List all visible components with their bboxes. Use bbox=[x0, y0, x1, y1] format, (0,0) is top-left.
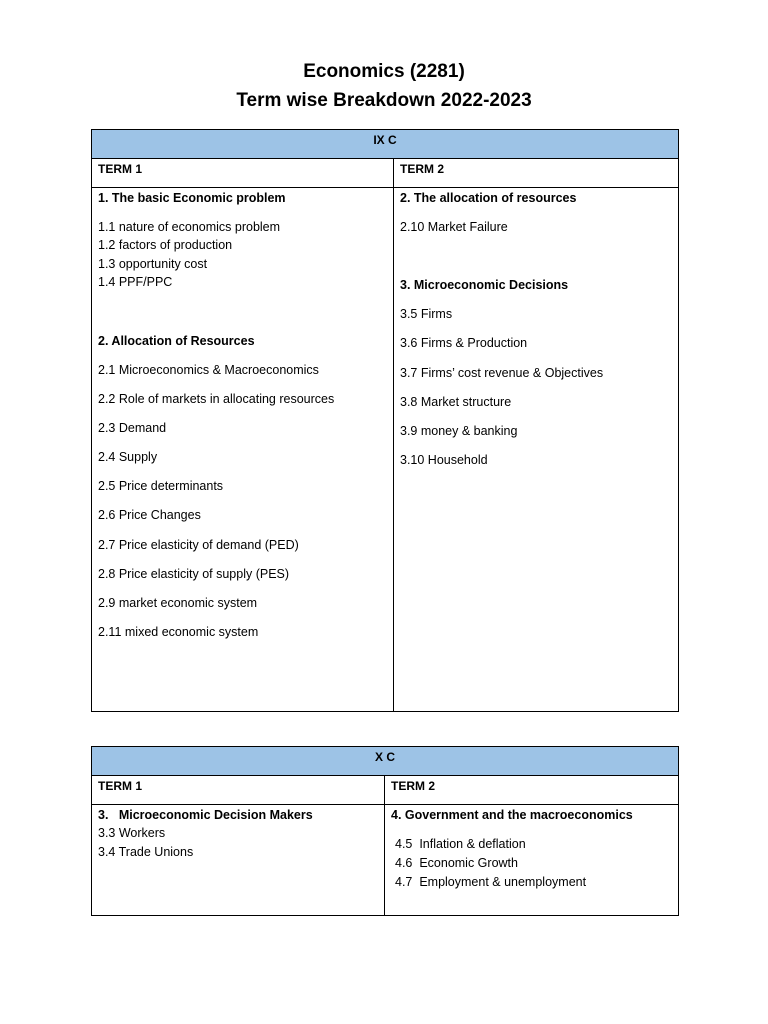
topic-heading: 2. Allocation of Resources bbox=[98, 334, 255, 348]
term2-content bbox=[394, 188, 679, 712]
term1-label: TERM 1 bbox=[98, 162, 143, 176]
ix-c-table bbox=[91, 129, 679, 712]
list-item: 2.9 market economic system bbox=[98, 596, 258, 610]
list-item: 2.1 Microeconomics & Macroeconomics bbox=[98, 363, 319, 377]
term1-content bbox=[92, 805, 385, 916]
list-item: 2.2 Role of markets in allocating resources bbox=[98, 392, 335, 406]
topic-heading: 3. Microeconomic Decision Makers bbox=[98, 808, 313, 822]
list-item: 1.1 nature of economics problem bbox=[98, 220, 281, 234]
list-item: 3.5 Firms bbox=[400, 307, 453, 321]
list-item: 2.3 Demand bbox=[98, 421, 167, 435]
topic-heading: 3. Microeconomic Decisions bbox=[400, 278, 569, 292]
class-header bbox=[92, 130, 679, 159]
list-item: 3.6 Firms & Production bbox=[400, 336, 528, 350]
list-item: 3.8 Market structure bbox=[400, 395, 512, 409]
list-item: 2.6 Price Changes bbox=[98, 508, 201, 522]
topic-heading: 4. Government and the macroeconomics bbox=[391, 808, 633, 822]
list-item: 3.10 Household bbox=[400, 453, 488, 467]
term2-header bbox=[394, 159, 679, 188]
list-item: 2.5 Price determinants bbox=[98, 479, 224, 493]
term2-label: TERM 2 bbox=[391, 779, 436, 793]
list-item: 3.3 Workers bbox=[98, 826, 166, 840]
list-item: 2.8 Price elasticity of supply (PES) bbox=[98, 567, 290, 581]
list-item: 1.4 PPF/PPC bbox=[98, 275, 173, 289]
list-item: 1.3 opportunity cost bbox=[98, 257, 208, 271]
x-c-table bbox=[91, 746, 679, 916]
list-item: 3.9 money & banking bbox=[400, 424, 518, 438]
list-item: 2.7 Price elasticity of demand (PED) bbox=[98, 538, 299, 552]
term1-label: TERM 1 bbox=[98, 779, 143, 793]
term1-header bbox=[92, 159, 394, 188]
topic-heading: 1. The basic Economic problem bbox=[98, 191, 286, 205]
list-item: 2.11 mixed economic system bbox=[98, 625, 259, 639]
class-label: X C bbox=[375, 750, 396, 764]
topic-heading: 2. The allocation of resources bbox=[400, 191, 577, 205]
list-item: 4.6 Economic Growth bbox=[395, 856, 518, 870]
class-header bbox=[92, 747, 679, 776]
list-item: 4.7 Employment & unemployment bbox=[395, 875, 587, 889]
list-item: 1.2 factors of production bbox=[98, 238, 233, 252]
term1-header bbox=[92, 776, 385, 805]
document-subtitle: Term wise Breakdown 2022-2023 bbox=[236, 90, 532, 111]
list-item: 4.5 Inflation & deflation bbox=[395, 837, 526, 851]
term2-content bbox=[385, 805, 679, 916]
list-item: 3.4 Trade Unions bbox=[98, 845, 194, 859]
document-title: Economics (2281) bbox=[303, 61, 465, 82]
term1-content bbox=[92, 188, 394, 712]
list-item: 2.4 Supply bbox=[98, 450, 158, 464]
list-item: 2.10 Market Failure bbox=[400, 220, 508, 234]
class-label: IX C bbox=[373, 133, 397, 147]
list-item: 3.7 Firms’ cost revenue & Objectives bbox=[400, 366, 604, 380]
term2-label: TERM 2 bbox=[400, 162, 445, 176]
term2-header bbox=[385, 776, 679, 805]
